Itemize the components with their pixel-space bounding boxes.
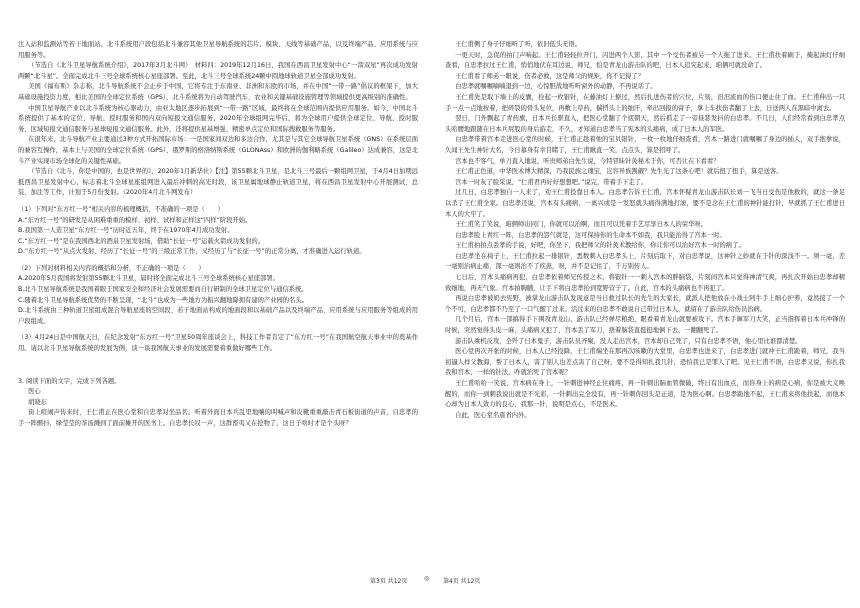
question-1-option-a: A.“东方红一号”的研发是从困难重重的模样、初样、试样和正样这“四样”阶段开始。 [18,216,252,224]
left-para-4: 在很年来，北斗导航产业主要通过3种方式开拓国际市场：一是国家间双边和多边合作，尤其是与其它全球导航卫星系统（GNS）在系统层面的兼容互操作，基本上与美国的全球定位系统（GPS）、俄罗斯的格洛纳斯系统（GLONAss）和欧洲的伽利略系统（Galileo）达成兼容，这是北斗产业实现市场全球化的关键性基础。 [18,136,418,165]
story-para: 宫本也不客气，单刀直入地说，听贵师弟白先生说，今特冒昧针灸秘术于你，可否让在下看看？ [455,157,720,165]
page-number-left: 第3页 共12页 [370,578,408,585]
story-para: 白忠孝坐在椅子上，王仁甫拉起一排银针，悉数刺入白忠孝头上，片刻后取下，对白忠孝说，这神针之妙就在于针的深浅不一。须一毫，差一毫则治病止痛，深一毫则治不了疾患，呀，并不是记住了，千万别传人。 [445,252,845,271]
question-2-option-c: C.随着北斗卫星导航系统优势的不断呈现，“北斗”也成为一些地方为振兴翻地降拥有建的产业园的名头。 [18,296,308,304]
left-para-5: （节选自《北斗，你是中国的，也是世界的》，2020年1月新华社）【注】第55颗北斗卫星，是北斗三号最后一颗组网卫星，于4月4日加期远抵西昌卫星发射中心，标志着北斗全球星座组网进入最后冲刺的高光时段，该卫星属地球静止轨道卫星，将在西昌卫星发射中心开展测试、总装、加注等工作，计划于5月份发射。（2020年4月北斗网发布） [18,168,418,197]
left-para-0: 注入站和监测站等若干地面站。北斗系统用户段包括北斗兼容其他卫星导航系统的芯片、模块、天线等基础产品，以及终端产品、应用系统与应用服务等。 [18,41,418,59]
section-3-title: 3. 阅读下面的文字，完成下列各题。 [18,377,121,385]
story-para: 宫本一时灰了脸采说，“仁甫君再好好想想吧。”说完，带着手下走了。 [455,178,648,186]
question-1-option-c: C.“东方红一号”是在我国西北的酒泉卫星发射场，借助“长征一号”运载火箭成功发射的。 [18,237,265,245]
story-para: 翌日，门外飘起了青药旗，日本兵长驱直入，把医心堂翻了个底朝天，然后抓走了一旁昼瑟发抖的白忠孝。不几日，人们经常看到白忠孝点头哈腰地跟随在日本兵屁股的身后游走，不久，才知道白忠孝当了宪本的头痛病，成了日本人的军医。 [445,115,845,133]
story-para: 再说白忠孝被奶去宪野，被掌龙山游击队发现意是当日救过队长的先生的大家长，就派人把他放在小战士阿牛手上细心护养，竟然接了一个个不可，白忠孝都不乃至了一口气醒了过来。活过来的白忠孝不敢说自己带过日本人，就留在了游击队给伤员治病。 [445,295,845,313]
left-para-3: 中国卫星导航产业以北斗系统为核心驱动力，由亚太地区逐步拓展到“一带一路”区域，最终将在全球范围内提供应用服务。如今，中国北斗系统提供了基本的定位、导航、授时服务和国内双向短报文通信服务，2020年全球组网完毕后，将为全球用户提供全球定位、导航、授时服务、区域短报文通信服务与星球短报文通信服务。此外，还将提供星基增强、精密单点定位和国际搜救服务等服务。 [18,104,418,133]
story-author: 胡晓东 [28,398,47,406]
question-3-stem: （3）4月24日是中国航天日，在纪念发射“东方红一号”卫星50周年座谈会上，科技工作者肯定了“东方红一号”在我国航空航天事业中的奠基作用。请以北斗卫星导航系统的发展为例，谈一谈我国航天事业的发展需要着重做好哪些工作。 [18,334,418,353]
story-para: 自此，医心堂名震省内外。 [455,411,531,419]
question-2-option-d: D.北斗系统由三种轨道卫星组成混合导航星座的空间段、若干地面站构成的地面段和以基础产品以及终端产品、应用系统与应用服务等组成的用户段组成。 [18,307,418,325]
story-opening: 街上喧闹声传来时，王仁甫正在医心堂和自忠孝对坐品茗。听着外面日本兵乱里地嚷的叫喊声和皮靴重重敲击青石板街道的声音，自忠孝的手一阵颤抖，绿莹莹的茶汤溅到了面前摊开的医书上。自忠孝长叹一声，这群畜夷又在抢物了，这日子啥时才是个头呀？ [18,409,418,427]
question-2-option-a: A.2020年5月我国将发射第55颗北斗卫星，届时将全面完成北斗三号全球系统核心星座部署。 [18,275,279,283]
story-title: 医心 [28,388,41,396]
question-2-stem: （2）下列对材料相关内容的概括和分析，不正确的一项是（ ） [18,264,205,272]
story-para: 王仁甫哈哈一笑说，宫本病在身上，一针刺进神经止住痛疼，再一针刺出脑血管微破，终日有出血点，而你身上的病是心病，你是被大义唤醒的，而你一到刺我说出就是不光彩，一针刺出完全没有，再一针刺你回头是正道，是为医心啊。白忠孝跪地不起，王仁甫来将他扶起，而他本心却为日本人效力的良心，我那一针，说明是点心，不是医术。 [445,380,845,409]
story-para: 一更天时，急促的拍门声响起。王仁甫轻轻拉开门，闪进两个人影，其中一个受伤者被另一个人拖了进来。王仁甫扶着刷于，掩起油灯仔细查看，自忠孝拉过王仁甫，悄悄地伏在耳边说，师兄，怕是青龙山游击队的吧，日本人追究起来，咱俩可就没命了。 [445,51,845,70]
story-para: 王仁甫侧了身子仔细听了听，依旧低头无语。 [455,41,582,48]
story-para: 七日后，宫本头痛病再犯，白忠孝依着师兄传授之术，将银针一一刺入宫本的胖脑袋，片刻间宫本只觉得神清气爽，再扎次开始白忠孝却精致细地，再无气象。宫本拍胸脯，让手下将白忠孝抬到宽野营子了。自此，宫本的头痛病也不再犯了。 [445,274,845,292]
story-para: 医心堂再次开张的时候，日本人已经投降，王仁甫端坐在那再次咳嗽的大堂里，白忠孝也进来了，白忠孝进门就冲王仁甫跪着，师兄，我当初逼人样父教海，帮了日本人，害了别人也差点害了自己呀，要不是得知扎我几针，恐怕我已是罪人了吧。见王仁甫不语，白忠孝又说，你扎我我和宫本，一样的针法，咋就治死了宫本呢？ [445,348,845,377]
question-1-option-b: B.我国第一人造卫星“东方红一号”历时近五年，终于在1970年4月成功发射。 [18,227,234,235]
right-column [445,40,845,421]
binding-mark-icon: ◎ [424,575,430,582]
left-para-2: 美国《福布斯》杂志称，北斗导航系统不会止步于中国，它将专注于东南亚、非洲和东欧的市场，并在中国“一带一路”倡议的框架下，加大基础设施投资力度，相比美国的全球定位系统（GPS），北斗系统将为自动驾驶汽车、农业和关键基础设施管理等领域提供更高级别的准确性。 [18,83,418,101]
question-2-option-b: B.北斗卫星导航系统是我国着眼于国家安全和经济社会发展需要而自行研制的全球卫星定位与通信系统。 [18,286,308,294]
story-para: 王仁甫先是取下墙上的皮囊，拴起一枚银针，在藤油灯上撩过，然后扎进伤者的穴位，片刻，汨汨流血的伤口便止住了血。王仁甫伸出一只手一点一点地按着，把碎裂的骨头复位，再敷上草药，揣捋头上的细汗，牵出回报的膏子，拿上车扶伤者翻了上去，日送两人在黑暗中离去。 [445,93,845,112]
story-para: 王仁甫拍拍点丢孝的手说，好吧，你坐下，我把师父的针灸术教给你，你让你可以治好宫本一时的病了。 [455,242,745,250]
story-para: 过几日，白忠孝独自一人来了，劝王仁甫投靠日本人。白忠孝告诉王仁甫，宫本怀疑青龙山游击队长刘一飞当日受伤是他救的，就这一条足以杀了王仁甫全家。白忠孝还说，宫本有头痛病，一离兴或是一发怒就头痛得满地打滚，要不是念在王仁甫的神针能打针，早就抓了王仁甫进日本人的大牢了。 [445,189,845,218]
left-column [18,40,418,430]
story-para: 王仁甫笑了笑说，咱俩师出同门，你就可以治啊，而且可以凭着手艺尽享日本人的荣华呀。 [455,221,707,229]
story-para: 游击队乘机反攻，全歼了日本鬼子，游击队员齐聚，没人走出宫本，宫本却自己死了，只有白忠孝不语，他心里比谁都清楚。 [455,337,802,345]
story-para: 几个月后，宫本一部搞得手下围攻青龙山，游击队已经弹尽粮绝，眼看着青龙山就要被攻下。宫本手舞军刀大笑，正当指挥着日本兵冲锋的时候，突然觉得头皮一麻，头痛病又犯了，宫本丢了军刀，捂着脑袋直挺挺地倒下去，一翻翻死了。 [445,316,845,335]
left-para-1: （节选自《北斗卫星导航系统介绍》，2017年3月北斗网） 材料四：2019年12月16日，我国在西昌卫星发射中心“一箭双星”再次成功发射两颗“北斗星”。全面完成北斗三号全球系统核心星座部署。至此，北斗三号全球系统24颗中圆地球轨道卫星全部成功发射。 [18,62,418,80]
story-para: 白忠孝脸上青红一阵，白忠孝的怨气就是，这可保持你的生命本不如我，我只能治得了宫本一时。 [455,231,726,239]
story-para: 王仁甫正色道，中华医术博大精深，乃我民族之瑰宝，岂容异族觊觎？先生光了这条心吧！就后扭了扭手，算是送客。 [455,168,783,176]
story-para: 白忠孝就嘱嘱喃喃退到一边，心惊胆战地听听窗外的动静，不再说话了。 [455,83,657,91]
story-para: 白忠孝带着宫本走进医心堂的时候，王仁甫正趁着他的宝贝银针，一枚一枚地仔细查看，宫本一路进门就嘱嘱了身边的插人，双手抱拳说，久闻王先生神针大名，今日慕身有幸目睹了，王仁甫瞅直一笑，点点头，算是招呼了。 [445,136,845,154]
question-1-stem: （1）下列对“东方红一号”相关内容的梳理概括，不准确的一项是（ ） [18,205,224,213]
question-1-option-d: D.“东方红一号”从点火发射、经历了“长征一号”的三级正常工作，又经历了与“长征一号”的正常分离，才准确进入运行轨道。 [18,248,366,256]
story-para: 王仁甫看了师弟一眼说，伤者必救，这是师父的规矩，你不记得了？ [455,72,644,80]
page-number-right: 第4页 共12页 [443,578,481,585]
